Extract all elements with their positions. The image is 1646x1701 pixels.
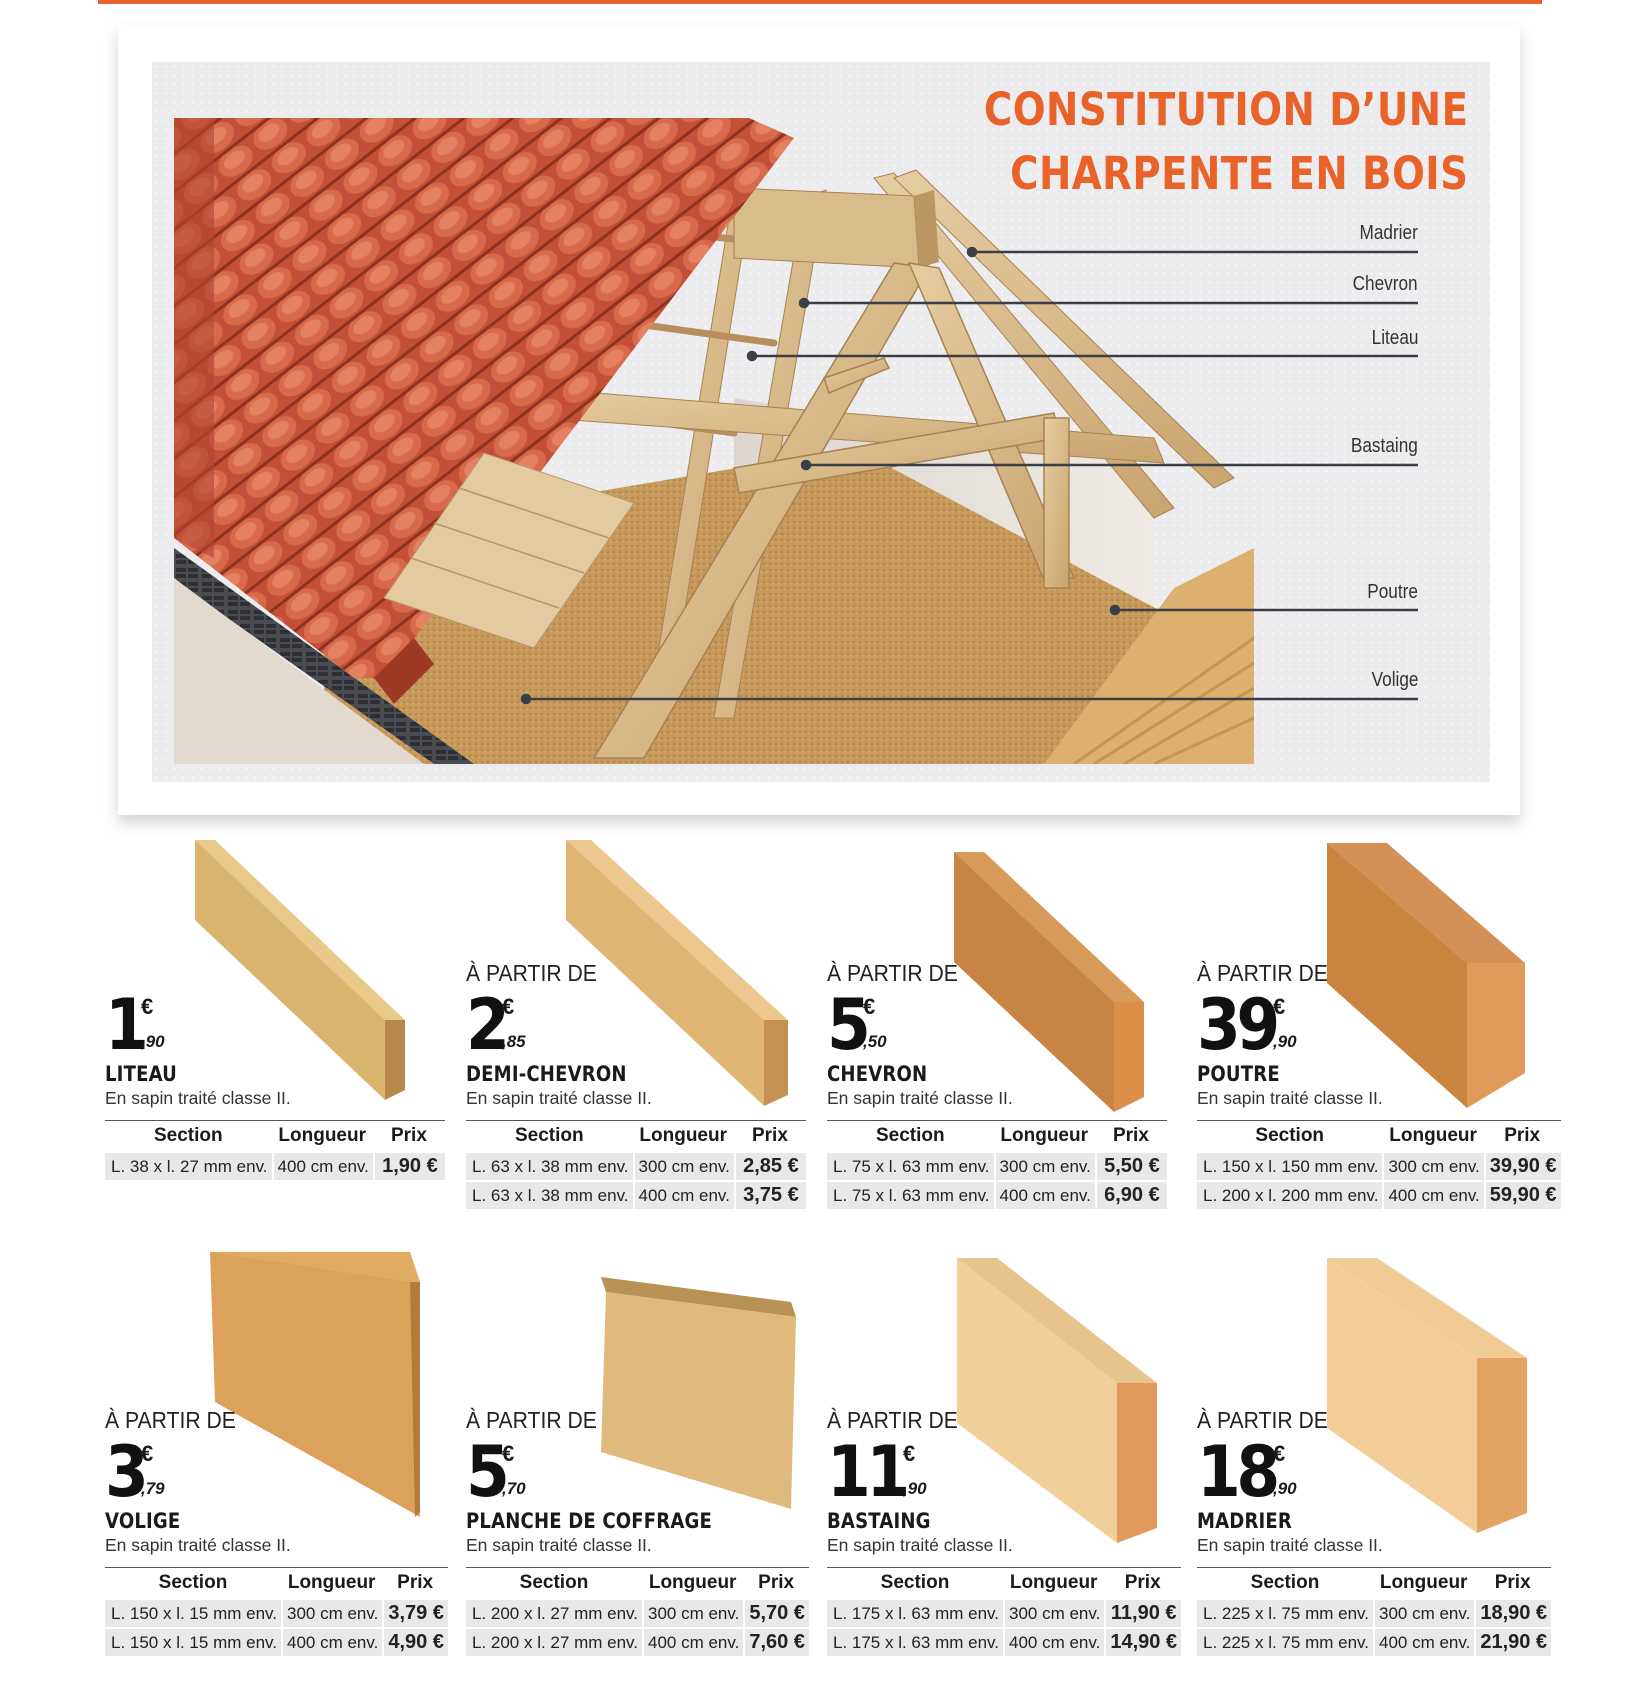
cell-longueur: 400 cm env.: [1382, 1182, 1483, 1209]
cell-prix: 11,90 €: [1104, 1600, 1181, 1627]
poutre-price-cents: ,90: [1273, 1032, 1297, 1051]
col-header-longueur: Longueur: [1373, 1567, 1474, 1598]
bastaing-currency: €: [903, 1441, 916, 1466]
col-header-section: Section: [827, 1120, 994, 1151]
madrier-price-euros: 18: [1197, 1431, 1276, 1513]
planche-description: En sapin traité classe II.: [466, 1535, 652, 1555]
product-poutre: [1197, 840, 1557, 1220]
cell-longueur: 400 cm env.: [281, 1629, 382, 1656]
liteau-photo: [190, 840, 420, 1100]
col-header-section: Section: [105, 1567, 281, 1598]
cell-prix: 3,75 €: [734, 1182, 806, 1209]
cell-section: L. 200 x l. 200 mm env.: [1197, 1182, 1382, 1209]
product-bastaing: [827, 1252, 1178, 1653]
cell-longueur: 400 cm env.: [1373, 1629, 1474, 1656]
bastaing-description: En sapin traité classe II.: [827, 1535, 1013, 1555]
cell-section: L. 225 x l. 75 mm env.: [1197, 1600, 1373, 1627]
col-header-longueur: Longueur: [994, 1120, 1095, 1151]
cell-longueur: 400 cm env.: [642, 1629, 743, 1656]
cell-prix: 1,90 €: [373, 1153, 445, 1180]
cell-longueur: 300 cm env.: [642, 1600, 743, 1627]
cell-longueur: 300 cm env.: [633, 1153, 734, 1180]
madrier-price: [1197, 1431, 1297, 1513]
cell-prix: 7,60 €: [743, 1629, 809, 1656]
cell-section: L. 200 x l. 27 mm env.: [466, 1629, 642, 1656]
col-header-prix: Prix: [1104, 1567, 1181, 1598]
cell-prix: 5,50 €: [1095, 1153, 1167, 1180]
poutre-photo: [1327, 843, 1527, 1111]
cell-section: L. 200 x l. 27 mm env.: [466, 1600, 642, 1627]
planche-name: PLANCHE DE COFFRAGE: [466, 1509, 713, 1533]
callout-madrier: Madrier: [1359, 222, 1418, 244]
madrier-name: MADRIER: [1197, 1509, 1293, 1533]
cell-prix: 4,90 €: [382, 1629, 448, 1656]
product-madrier: [1197, 1252, 1548, 1653]
table-row: [466, 1153, 806, 1180]
chevron-currency: €: [863, 994, 876, 1019]
demi-chevron-price-cents: ,85: [502, 1032, 526, 1051]
callout-bastaing: Bastaing: [1351, 435, 1418, 457]
cell-prix: 18,90 €: [1474, 1600, 1551, 1627]
callout-poutre: Poutre: [1367, 581, 1418, 603]
cell-longueur: 400 cm env.: [633, 1182, 734, 1209]
hero-title-line-2: CHARPENTE EN BOIS: [1009, 147, 1468, 200]
table-row: [827, 1182, 1167, 1209]
col-header-prix: Prix: [382, 1567, 448, 1598]
cell-section: L. 225 x l. 75 mm env.: [1197, 1629, 1373, 1656]
cell-prix: 3,79 €: [382, 1600, 448, 1627]
product-demi-chevron: [466, 840, 808, 1220]
cell-section: L. 150 x l. 15 mm env.: [105, 1629, 281, 1656]
chevron-name: CHEVRON: [827, 1062, 928, 1086]
cell-longueur: 400 cm env.: [272, 1153, 373, 1180]
volige-name: VOLIGE: [105, 1509, 181, 1533]
liteau-description: En sapin traité classe II.: [105, 1088, 291, 1108]
volige-price-table: [105, 1565, 448, 1658]
cell-longueur: 400 cm env.: [994, 1182, 1095, 1209]
bastaing-prefix: À PARTIR DE: [827, 1407, 958, 1433]
cell-prix: 39,90 €: [1484, 1153, 1561, 1180]
cell-longueur: 300 cm env.: [1003, 1600, 1104, 1627]
col-header-prix: Prix: [1474, 1567, 1551, 1598]
col-header-longueur: Longueur: [633, 1120, 734, 1151]
planche-price-cents: ,70: [502, 1479, 526, 1498]
product-liteau: [105, 840, 447, 1220]
col-header-longueur: Longueur: [281, 1567, 382, 1598]
volige-price: [105, 1431, 165, 1513]
liteau-price-cents: ,90: [141, 1032, 165, 1051]
cell-section: L. 150 x l. 15 mm env.: [105, 1600, 281, 1627]
planche-prefix: À PARTIR DE: [466, 1407, 597, 1433]
poutre-price: [1197, 984, 1297, 1066]
col-header-section: Section: [105, 1120, 272, 1151]
cell-prix: 5,70 €: [743, 1600, 809, 1627]
cell-section: L. 63 x l. 38 mm env.: [466, 1153, 633, 1180]
cell-prix: 59,90 €: [1484, 1182, 1561, 1209]
callout-liteau: Liteau: [1371, 327, 1418, 349]
volige-price-euros: 3: [105, 1431, 145, 1513]
col-header-prix: Prix: [1484, 1120, 1561, 1151]
madrier-price-table: [1197, 1565, 1551, 1658]
demi-chevron-price-euros: 2: [466, 984, 506, 1066]
liteau-price: [105, 984, 165, 1066]
col-header-longueur: Longueur: [1382, 1120, 1483, 1151]
table-row: [105, 1153, 445, 1180]
table-row: [827, 1153, 1167, 1180]
madrier-price-cents: ,90: [1273, 1479, 1297, 1498]
volige-prefix: À PARTIR DE: [105, 1407, 236, 1433]
col-header-prix: Prix: [1095, 1120, 1167, 1151]
poutre-price-table: [1197, 1118, 1561, 1211]
poutre-name: POUTRE: [1197, 1062, 1280, 1086]
table-row: [466, 1629, 809, 1656]
top-accent-rule: [98, 0, 1542, 4]
chevron-price-cents: ,50: [863, 1032, 887, 1051]
poutre-prefix: À PARTIR DE: [1197, 960, 1328, 986]
chevron-description: En sapin traité classe II.: [827, 1088, 1013, 1108]
cell-section: L. 38 x l. 27 mm env.: [105, 1153, 272, 1180]
cell-longueur: 400 cm env.: [1003, 1629, 1104, 1656]
col-header-prix: Prix: [373, 1120, 445, 1151]
planche-de-coffrage-photo: [601, 1277, 801, 1512]
cell-longueur: 300 cm env.: [1382, 1153, 1483, 1180]
bastaing-photo: [957, 1258, 1162, 1548]
hero-title: [983, 78, 1468, 206]
madrier-description: En sapin traité classe II.: [1197, 1535, 1383, 1555]
cell-prix: 6,90 €: [1095, 1182, 1167, 1209]
table-row: [466, 1600, 809, 1627]
col-header-section: Section: [1197, 1567, 1373, 1598]
cell-prix: 2,85 €: [734, 1153, 806, 1180]
demi-chevron-name: DEMI-CHEVRON: [466, 1062, 627, 1086]
demi-chevron-currency: €: [502, 994, 515, 1019]
poutre-currency: €: [1273, 994, 1286, 1019]
product-volige: [105, 1252, 447, 1652]
chevron-price-table: [827, 1118, 1167, 1211]
product-chevron: [827, 840, 1169, 1220]
cell-prix: 21,90 €: [1474, 1629, 1551, 1656]
liteau-currency: €: [141, 994, 154, 1019]
planche-price-euros: 5: [466, 1431, 506, 1513]
cell-section: L. 63 x l. 38 mm env.: [466, 1182, 633, 1209]
planche-price: [466, 1431, 526, 1513]
table-row: [827, 1600, 1181, 1627]
chevron-price: [827, 984, 887, 1066]
bastaing-price-euros: 11: [827, 1431, 906, 1513]
bastaing-price: [827, 1431, 927, 1513]
chevron-price-euros: 5: [827, 984, 867, 1066]
table-row: [1197, 1600, 1551, 1627]
volige-photo: [210, 1252, 425, 1517]
table-row: [105, 1629, 448, 1656]
chevron-prefix: À PARTIR DE: [827, 960, 958, 986]
col-header-prix: Prix: [743, 1567, 809, 1598]
madrier-photo: [1327, 1258, 1532, 1538]
col-header-section: Section: [466, 1120, 633, 1151]
table-row: [1197, 1182, 1561, 1209]
demi-chevron-prefix: À PARTIR DE: [466, 960, 597, 986]
planche-currency: €: [502, 1441, 515, 1466]
cell-longueur: 300 cm env.: [994, 1153, 1095, 1180]
demi-chevron-description: En sapin traité classe II.: [466, 1088, 652, 1108]
madrier-currency: €: [1273, 1441, 1286, 1466]
col-header-section: Section: [827, 1567, 1003, 1598]
volige-price-cents: ,79: [141, 1479, 165, 1498]
cell-section: L. 175 x l. 63 mm env.: [827, 1600, 1003, 1627]
cell-section: L. 150 x l. 150 mm env.: [1197, 1153, 1382, 1180]
poutre-price-euros: 39: [1197, 984, 1276, 1066]
bastaing-price-cents: ,90: [903, 1479, 927, 1498]
demi-chevron-price: [466, 984, 526, 1066]
cell-longueur: 300 cm env.: [1373, 1600, 1474, 1627]
table-row: [105, 1600, 448, 1627]
table-row: [466, 1182, 806, 1209]
planche-price-table: [466, 1565, 809, 1658]
col-header-longueur: Longueur: [1003, 1567, 1104, 1598]
bastaing-price-table: [827, 1565, 1181, 1658]
liteau-price-euros: 1: [105, 984, 145, 1066]
liteau-name: LITEAU: [105, 1062, 178, 1086]
table-row: [1197, 1153, 1561, 1180]
bastaing-name: BASTAING: [827, 1509, 931, 1533]
col-header-longueur: Longueur: [642, 1567, 743, 1598]
cell-section: L. 75 x l. 63 mm env.: [827, 1182, 994, 1209]
table-row: [1197, 1629, 1551, 1656]
liteau-price-table: [105, 1118, 445, 1182]
callout-volige: Volige: [1371, 669, 1418, 691]
col-header-section: Section: [1197, 1120, 1382, 1151]
hero-title-line-1: CONSTITUTION D’UNE: [983, 83, 1468, 136]
cell-longueur: 300 cm env.: [281, 1600, 382, 1627]
roof-structure-illustration: [174, 118, 1254, 764]
col-header-longueur: Longueur: [272, 1120, 373, 1151]
cell-prix: 14,90 €: [1104, 1629, 1181, 1656]
cell-section: L. 175 x l. 63 mm env.: [827, 1629, 1003, 1656]
madrier-prefix: À PARTIR DE: [1197, 1407, 1328, 1433]
volige-description: En sapin traité classe II.: [105, 1535, 291, 1555]
demi-chevron-price-table: [466, 1118, 806, 1211]
cell-section: L. 75 x l. 63 mm env.: [827, 1153, 994, 1180]
poutre-description: En sapin traité classe II.: [1197, 1088, 1383, 1108]
chevron-photo: [954, 852, 1154, 1112]
col-header-prix: Prix: [734, 1120, 806, 1151]
table-row: [827, 1629, 1181, 1656]
col-header-section: Section: [466, 1567, 642, 1598]
product-planche-de-coffrage: [466, 1252, 808, 1652]
callout-chevron: Chevron: [1352, 273, 1418, 295]
volige-currency: €: [141, 1441, 154, 1466]
